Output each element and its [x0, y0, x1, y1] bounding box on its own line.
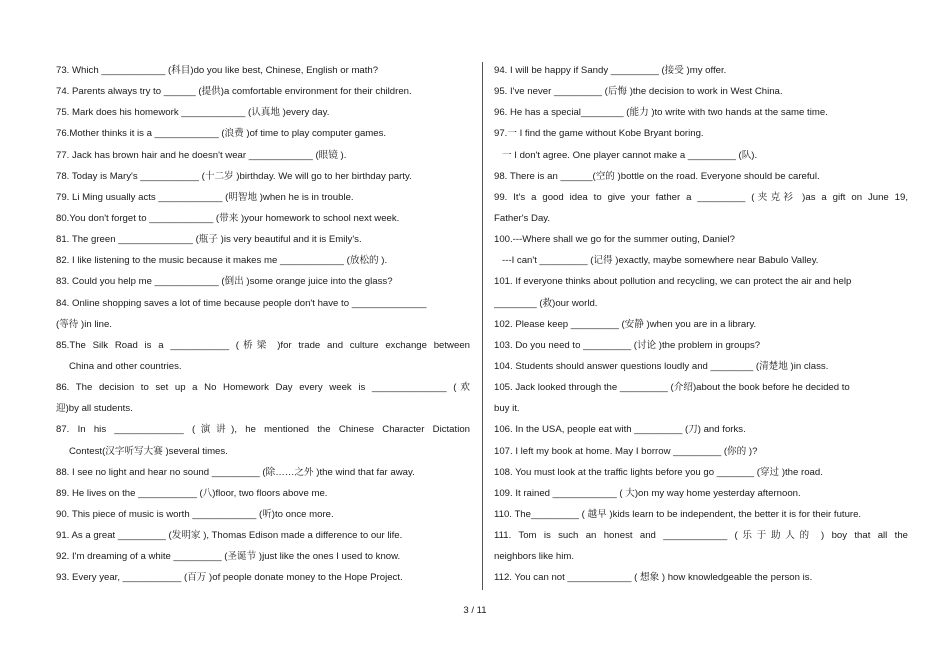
question-100-reply: ---I can't _________ (记得 )exactly, maybe somewhere near Babulo Valley.: [502, 255, 819, 267]
question-80: 80.You don't forget to ____________ (带来 )your homework to school next week.: [56, 212, 400, 224]
question-107: 107. I left my book at home. May I borrow _________ (你的 )?: [494, 445, 758, 457]
question-78: 78. Today is Mary's ___________ (十二岁 )birthday. We will go to her birthday party.: [56, 170, 412, 182]
question-110: 110. The_________ ( 越早 )kids learn to be independent, the better it is for their future.: [494, 508, 862, 520]
question-111: 111. Tom is such an honest and ____________ (乐于助人的 ) boy that all the: [494, 530, 908, 542]
question-94: 94. I will be happy if Sandy _________ (接受 )my offer.: [494, 65, 727, 76]
question-105: 105. Jack looked through the _________ (介绍)about the book before he decided to: [494, 382, 850, 394]
question-97: 97.一 I find the game without Kobe Bryant boring.: [494, 128, 704, 140]
question-104: 104. Students should answer questions loudly and ________ (清楚地 )in class.: [494, 360, 829, 372]
question-73: 73. Which ____________ (科目)do you like best, Chinese, English or math?: [56, 65, 379, 76]
question-103: 103. Do you need to _________ (讨论 )the problem in groups?: [494, 339, 761, 351]
question-86-cont: 迎)by all students.: [56, 403, 133, 415]
question-84-cont: (等待 )in line.: [56, 318, 112, 330]
question-93: 93. Every year, ___________ (百万 )of people donate money to the Hope Project.: [56, 572, 403, 584]
page-number: 3 / 11: [463, 605, 487, 616]
question-75: 75. Mark does his homework ____________ (认真地 )every day.: [56, 107, 330, 119]
question-109: 109. It rained ____________ ( 大)on my way home yesterday afternoon.: [494, 487, 801, 499]
question-112: 112. You can not ____________ ( 想象 ) how knowledgeable the person is.: [494, 572, 813, 584]
question-77: 77. Jack has brown hair and he doesn't wear ____________ (眼镜 ).: [56, 149, 347, 161]
question-89: 89. He lives on the ___________ (八)floor, two floors above me.: [56, 487, 328, 499]
question-86: 86. The decision to set up a No Homework Day every week is ______________ (欢: [56, 382, 470, 394]
question-99-cont: Father's Day.: [494, 212, 551, 224]
question-97-reply: 一 I don't agree. One player cannot make a _________ (队).: [502, 149, 758, 161]
question-83: 83. Could you help me ____________ (倒出 )some orange juice into the glass?: [56, 276, 393, 288]
question-79: 79. Li Ming usually acts ____________ (明智地 )when he is in trouble.: [56, 191, 354, 203]
question-74: 74. Parents always try to ______ (提供)a comfortable environment for their children.: [56, 86, 412, 98]
question-87: 87. In his _____________ (演讲), he mentioned the Chinese Character Dictation: [56, 424, 470, 436]
question-96: 96. He has a special________ (能力 )to write with two hands at the same time.: [494, 107, 828, 119]
question-88: 88. I see no light and hear no sound _________ (除……之外 )the wind that far away.: [56, 466, 415, 478]
question-85: 85.The Silk Road is a ___________ (桥梁 )for trade and culture exchange between: [56, 339, 470, 351]
question-76: 76.Mother thinks it is a ____________ (浪费 )of time to play computer games.: [56, 128, 387, 140]
question-81: 81. The green ______________ (瓶子 )is very beautiful and it is Emily's.: [56, 234, 362, 246]
column-divider: [482, 62, 483, 590]
question-87-cont: Contest(汉字听写大赛 )several times.: [69, 445, 228, 457]
left-column: [56, 60, 470, 589]
question-82: 82. I like listening to the music because it makes me ____________ (放松的 ).: [56, 255, 388, 267]
question-100: 100.---Where shall we go for the summer outing, Daniel?: [494, 234, 736, 246]
question-91: 91. As a great _________ (发明家 ), Thomas Edison made a difference to our life.: [56, 530, 403, 542]
question-105-cont: buy it.: [494, 403, 520, 415]
question-99: 99. It's a good idea to give your father a _________ (夹克衫 )as a gift on June 19,: [494, 191, 908, 203]
question-111-cont: neighbors like him.: [494, 551, 574, 563]
question-90: 90. This piece of music is worth ____________ (听)to once more.: [56, 508, 334, 520]
question-101: 101. If everyone thinks about pollution and recycling, we can protect the air and help: [494, 276, 852, 288]
question-101-cont: ________ (救)our world.: [494, 297, 598, 309]
question-95: 95. I've never _________ (后悔 )the decision to work in West China.: [494, 86, 783, 98]
question-108: 108. You must look at the traffic lights before you go _______ (穿过 )the road.: [494, 466, 823, 478]
question-106: 106. In the USA, people eat with _________ (刀) and forks.: [494, 424, 746, 436]
question-85-cont: China and other countries.: [69, 360, 182, 372]
question-92: 92. I'm dreaming of a white _________ (圣诞节 )just like the ones I used to know.: [56, 551, 401, 563]
right-column: [494, 60, 908, 589]
question-102: 102. Please keep _________ (安静 )when you are in a library.: [494, 318, 757, 330]
question-84: 84. Online shopping saves a lot of time because people don't have to ______________: [56, 297, 427, 309]
question-98: 98. There is an ______(空的 )bottle on the road. Everyone should be careful.: [494, 170, 820, 182]
